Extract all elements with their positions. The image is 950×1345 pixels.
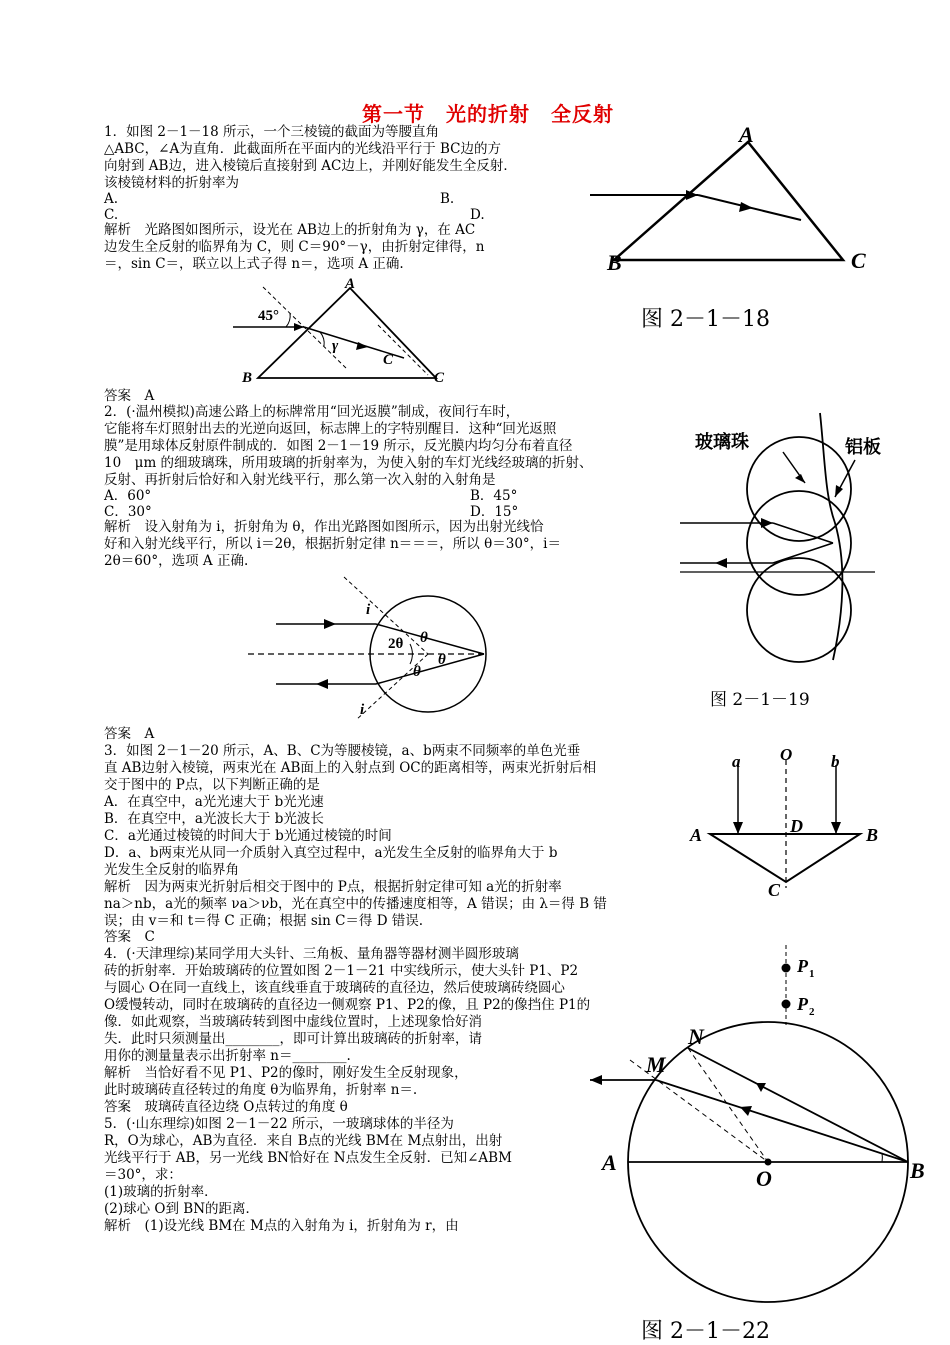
text-line: 该棱镜材料的折射率为 [104, 175, 239, 191]
text-line: 误；由 v＝和 t＝得 C 正确；根据 sin C＝得 D 错误. [104, 913, 424, 929]
text-line: 向射到 AB边，进入棱镜后直接射到 AC边上，并刚好能发生全反射． [104, 158, 517, 174]
figure-2-1-20 [688, 740, 888, 900]
figure-caption-22: 图 2－1－22 [641, 1319, 770, 1344]
aluminum-plate-label: 铝板 [845, 437, 881, 457]
text-line: 砖的折射率．开始玻璃砖的位置如图 2－1－21 中实线所示，使大头针 P1、P2 [104, 963, 579, 979]
point-m-label: M [646, 1052, 666, 1077]
text-line: A．60° [104, 488, 152, 504]
vertex-a-label-20: A [690, 825, 703, 845]
text-line: 答案 A [104, 388, 155, 404]
incidence-angle-label-top: i [366, 602, 371, 618]
text-line: B．在真空中，a光波长大于 b光波长 [104, 811, 324, 827]
pin-p2-subscript: 2 [809, 1006, 815, 1018]
theta-label-2: θ [438, 652, 446, 668]
text-line: 10 μm 的细玻璃珠，所用玻璃的折射率为，为使入射的车灯光线经玻璃的折射、 [104, 455, 593, 471]
text-line: 交于图中的 P点，以下判断正确的是 [104, 777, 320, 793]
text-line: 答案 玻璃砖直径边绕 O点转过的角度 θ [104, 1099, 348, 1115]
text-line: 像．如此观察，当玻璃砖转到图中虚线位置时，上述现象恰好消 [104, 1014, 482, 1030]
text-line: 膜”是用球体反射原件制成的．如图 2－1－19 所示，反光膜内均匀分布着直径 [104, 438, 573, 454]
critical-angle-label: C [383, 352, 394, 368]
point-b-label-22: B [910, 1158, 925, 1183]
text-line: C．a光通过棱镜的时间大于 b光通过棱镜的时间 [104, 828, 392, 844]
beam-b-label: b [831, 752, 840, 771]
text-line: C. [104, 207, 119, 223]
text-line: 5．(·山东理综)如图 2－1－22 所示，一玻璃球体的半径为 [104, 1116, 454, 1132]
figure-2-1-21-pins [745, 940, 825, 1025]
pin-p1-label: P [797, 956, 808, 976]
text-line: 失．此时只须测量出________，即可计算出玻璃砖的折射率，请 [104, 1031, 482, 1047]
theta-label-1: θ [420, 630, 428, 646]
figure-caption-19: 图 2－1－19 [710, 690, 810, 710]
text-line: 1．如图 2－1－18 所示，一个三棱镜的截面为等腰直角 [104, 124, 440, 140]
text-line: B．45° [470, 488, 518, 504]
point-d-label: D [790, 816, 803, 836]
solution-diagram-prism [228, 270, 458, 385]
vertex-b-label: B [607, 250, 622, 275]
text-line: 解析 (1)设光线 BM在 M点的入射角为 i，折射角为 r，由 [104, 1218, 459, 1234]
text-line: C．30° [104, 504, 152, 520]
text-line: D．15° [470, 504, 519, 520]
text-line: 答案 C [104, 929, 155, 945]
solution-label-b: B [242, 370, 253, 386]
text-line: B. [440, 191, 455, 207]
point-o-label: O [780, 745, 793, 764]
text-line: 光线平行于 AB，另一光线 BN恰好在 N点发生全反射．已知∠ABM [104, 1150, 512, 1166]
text-line: 答案 A [104, 726, 155, 742]
page-title: 第一节 光的折射 全反射 [362, 102, 614, 126]
point-n-label: N [688, 1024, 704, 1049]
text-line: 解析 当恰好看不见 P1、P2的像时，刚好发生全反射现象， [104, 1065, 468, 1081]
two-theta-label: 2θ [388, 636, 404, 652]
vertex-c-label-20: C [768, 880, 781, 900]
pin-p1-subscript: 1 [809, 968, 815, 980]
text-line: 光发生全反射的临界角 [104, 862, 239, 878]
text-line: R，O为球心，AB为直径．来自 B点的光线 BM在 M点射出，出射 [104, 1133, 503, 1149]
solution-label-a: A [345, 276, 356, 292]
text-line: 解析 光路图如图所示，设光在 AB边上的折射角为 γ，在 AC [104, 222, 476, 238]
point-a-label-22: A [602, 1150, 617, 1175]
text-line: 此时玻璃砖直径转过的角度 θ为临界角，折射率 n＝. [104, 1082, 418, 1098]
text-line: A．在真空中，a光光速大于 b光光速 [104, 794, 324, 810]
text-line: 用你的测量量表示出折射率 n＝________. [104, 1048, 351, 1064]
figure-2-1-18 [585, 120, 885, 280]
text-line: 4．(·天津理综)某同学用大头针、三角板、量角器等器材测半圆形玻璃 [104, 946, 519, 962]
text-line: ＝，sin C＝，联立以上式子得 n＝，选项 A 正确. [104, 256, 404, 272]
text-line: 边发生全反射的临界角为 C，则 C＝90°－γ，由折射定律得，n [104, 239, 485, 255]
incidence-angle-label-bottom: i [360, 702, 365, 718]
vertex-a-label: A [739, 122, 754, 147]
vertex-c-label: C [851, 248, 866, 273]
text-line: D. [470, 207, 485, 223]
figure-2-1-22 [560, 1024, 925, 1315]
theta-label-3: θ [413, 664, 421, 680]
text-line: 解析 因为两束光折射后相交于图中的 P点，根据折射定律可知 a光的折射率 [104, 879, 562, 895]
text-line: 它能将车灯照射出去的光逆向返回，标志牌上的字特别醒目．这种“回光返照 [104, 421, 557, 437]
beam-a-label: a [732, 752, 741, 771]
pin-p2-label: P [797, 994, 808, 1014]
solution-diagram-ball [248, 572, 483, 722]
text-line: 3．如图 2－1－20 所示，A、B、C为等腰棱镜，a、b两束不同频率的单色光垂 [104, 743, 581, 759]
gamma-label: γ [332, 338, 339, 354]
text-line: 2．(·温州模拟)高速公路上的标牌常用“回光返膜”制成，夜间行车时， [104, 404, 520, 420]
text-line: (1)玻璃的折射率． [104, 1184, 218, 1200]
text-line: 与圆心 O在同一直线上，该直线垂直于玻璃砖的直径边，然后使玻璃砖绕圆心 [104, 980, 565, 996]
text-line: 解析 设入射角为 i，折射角为 θ，作出光路图如图所示，因为出射光线恰 [104, 519, 544, 535]
vertex-b-label-20: B [866, 825, 879, 845]
text-line: 好和入射光线平行，所以 i＝2θ，根据折射定律 n＝＝＝，所以 θ＝30°，i＝ [104, 536, 561, 552]
text-line: 反射、再折射后恰好和入射光线平行，那么第一次入射的入射角是 [104, 472, 496, 488]
center-o-label: O [756, 1166, 772, 1191]
text-line: O缓慢转动，同时在玻璃砖的直径边一侧观察 P1、P2的像，且 P2的像挡住 P1的 [104, 997, 591, 1013]
figure-2-1-19 [675, 405, 910, 670]
text-line: ＝30°，求： [104, 1167, 182, 1183]
text-line: (2)球心 O到 BN的距离． [104, 1201, 260, 1217]
text-line: △ABC，∠A为直角．此截面所在平面内的光线沿平行于 BC边的方 [104, 141, 501, 157]
figure-caption-18: 图 2－1－18 [641, 307, 770, 332]
text-line: na＞nb，a光的频率 νa＞νb，光在真空中的传播速度相等，A 错误；由 λ＝得 B 错 [104, 896, 607, 912]
solution-label-c: C [434, 370, 445, 386]
text-line: D．a、b两束光从同一介质射入真空过程中，a光发生全反射的临界角大于 b [104, 845, 558, 861]
angle-45-label: 45° [258, 308, 279, 324]
text-line: 2θ＝60°，选项 A 正确. [104, 553, 249, 569]
glass-bead-label: 玻璃珠 [695, 432, 749, 452]
text-line: 直 AB边射入棱镜，两束光在 AB面上的入射点到 OC的距离相等，两束光折射后相 [104, 760, 597, 776]
text-line: A. [104, 191, 119, 207]
